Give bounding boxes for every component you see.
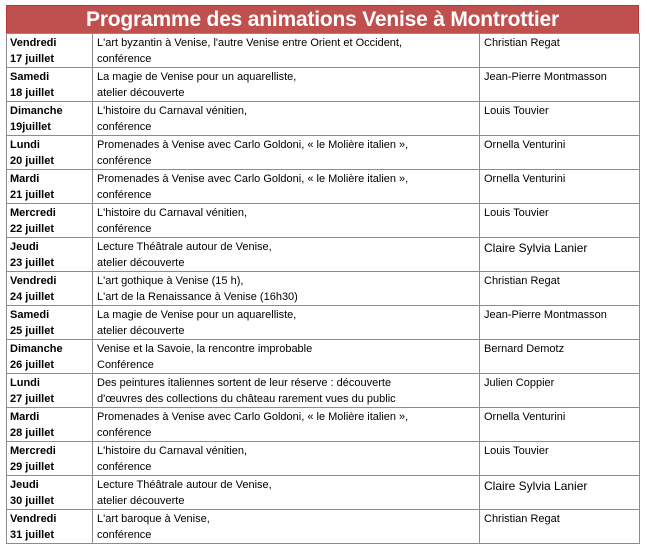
event-title: L'art gothique à Venise (15 h), <box>97 275 244 287</box>
event-title: Venise et la Savoie, la rencontre improbable <box>97 343 313 355</box>
event-type: atelier découverte <box>97 87 185 99</box>
event-title: L'histoire du Carnaval vénitien, <box>97 445 248 457</box>
event-cell <box>93 238 480 272</box>
day-label: Mercredi <box>10 445 56 457</box>
table-row <box>7 170 640 204</box>
speaker-name: Claire Sylvia Lanier <box>484 479 588 493</box>
date-cell <box>7 34 93 68</box>
table-row <box>7 102 640 136</box>
speaker-cell <box>480 204 640 238</box>
event-title: Promenades à Venise avec Carlo Goldoni, « le Molière italien », <box>97 139 409 151</box>
speaker-cell <box>480 102 640 136</box>
event-type: Conférence <box>97 359 154 371</box>
event-title: L'art baroque à Venise, <box>97 513 210 525</box>
event-type: conférence <box>97 427 152 439</box>
table-row <box>7 306 640 340</box>
event-title: Des peintures italiennes sortent de leur réserve : découverte <box>97 377 392 389</box>
date-cell <box>7 102 93 136</box>
event-title: La magie de Venise pour un aquarelliste, <box>97 309 297 321</box>
event-cell <box>93 510 480 544</box>
day-label: Samedi <box>10 309 50 321</box>
date-cell <box>7 510 93 544</box>
date-label: 24 juillet <box>10 291 55 303</box>
speaker-cell <box>480 68 640 102</box>
date-label: 17 juillet <box>10 53 55 65</box>
date-label: 18 juillet <box>10 87 55 99</box>
event-cell <box>93 476 480 510</box>
speaker-name: Christian Regat <box>484 275 560 287</box>
table-row <box>7 374 640 408</box>
date-cell <box>7 340 93 374</box>
speaker-name: Ornella Venturini <box>484 173 566 185</box>
speaker-name: Louis Touvier <box>484 105 549 117</box>
event-cell <box>93 34 480 68</box>
date-cell <box>7 238 93 272</box>
event-type: atelier découverte <box>97 257 185 269</box>
date-label: 23 juillet <box>10 257 55 269</box>
speaker-cell <box>480 476 640 510</box>
speaker-cell <box>480 374 640 408</box>
event-title: Lecture Théâtrale autour de Venise, <box>97 479 272 491</box>
speaker-cell <box>480 340 640 374</box>
event-type: conférence <box>97 53 152 65</box>
event-type: conférence <box>97 155 152 167</box>
event-cell <box>93 374 480 408</box>
event-type: conférence <box>97 461 152 473</box>
table-row <box>7 136 640 170</box>
table-row <box>7 442 640 476</box>
event-cell <box>93 442 480 476</box>
event-type: d'œuvres des collections du château rarement vues du public <box>97 393 396 405</box>
event-cell <box>93 136 480 170</box>
day-label: Mercredi <box>10 207 56 219</box>
date-label: 26 juillet <box>10 359 55 371</box>
table-row <box>7 476 640 510</box>
speaker-cell <box>480 442 640 476</box>
speaker-name: Jean-Pierre Montmasson <box>484 309 607 321</box>
table-row <box>7 408 640 442</box>
speaker-name: Louis Touvier <box>484 445 549 457</box>
table-row <box>7 238 640 272</box>
speaker-name: Bernard Demotz <box>484 343 565 355</box>
date-cell <box>7 374 93 408</box>
date-label: 27 juillet <box>10 393 55 405</box>
speaker-name: Ornella Venturini <box>484 139 566 151</box>
speaker-cell <box>480 408 640 442</box>
speaker-cell <box>480 170 640 204</box>
date-label: 20 juillet <box>10 155 55 167</box>
programme-document <box>6 5 639 544</box>
date-cell <box>7 408 93 442</box>
day-label: Mardi <box>10 411 40 423</box>
date-cell <box>7 476 93 510</box>
speaker-cell <box>480 306 640 340</box>
event-cell <box>93 272 480 306</box>
event-title: Lecture Théâtrale autour de Venise, <box>97 241 272 253</box>
event-cell <box>93 306 480 340</box>
speaker-name: Louis Touvier <box>484 207 549 219</box>
speaker-cell <box>480 238 640 272</box>
day-label: Lundi <box>10 377 40 389</box>
event-title: La magie de Venise pour un aquarelliste, <box>97 71 297 83</box>
speaker-name: Jean-Pierre Montmasson <box>484 71 607 83</box>
event-title: Promenades à Venise avec Carlo Goldoni, « le Molière italien », <box>97 173 409 185</box>
table-row <box>7 68 640 102</box>
event-title: L'histoire du Carnaval vénitien, <box>97 105 248 117</box>
event-cell <box>93 170 480 204</box>
day-label: Mardi <box>10 173 40 185</box>
day-label: Samedi <box>10 71 50 83</box>
date-label: 25 juillet <box>10 325 55 337</box>
date-cell <box>7 306 93 340</box>
speaker-name: Claire Sylvia Lanier <box>484 241 588 255</box>
event-cell <box>93 204 480 238</box>
table-row <box>7 340 640 374</box>
event-type: conférence <box>97 529 152 541</box>
speaker-cell <box>480 510 640 544</box>
event-cell <box>93 102 480 136</box>
date-cell <box>7 170 93 204</box>
date-label: 19juillet <box>10 121 51 133</box>
event-type: conférence <box>97 121 152 133</box>
page-title: Programme des animations Venise à Montrottier <box>6 5 639 33</box>
date-cell <box>7 272 93 306</box>
day-label: Dimanche <box>10 105 63 117</box>
speaker-cell <box>480 34 640 68</box>
date-label: 30 juillet <box>10 495 55 507</box>
date-label: 21 juillet <box>10 189 55 201</box>
table-row <box>7 34 640 68</box>
date-label: 31 juillet <box>10 529 55 541</box>
event-type: conférence <box>97 223 152 235</box>
speaker-name: Ornella Venturini <box>484 411 566 423</box>
event-title: L'art byzantin à Venise, l'autre Venise entre Orient et Occident, <box>97 37 403 49</box>
event-cell <box>93 68 480 102</box>
day-label: Vendredi <box>10 275 57 287</box>
table-row <box>7 510 640 544</box>
event-cell <box>93 340 480 374</box>
event-type: atelier découverte <box>97 325 185 337</box>
table-row <box>7 272 640 306</box>
speaker-name: Christian Regat <box>484 37 560 49</box>
event-cell <box>93 408 480 442</box>
date-label: 29 juillet <box>10 461 55 473</box>
event-title: L'histoire du Carnaval vénitien, <box>97 207 248 219</box>
date-cell <box>7 136 93 170</box>
day-label: Vendredi <box>10 513 57 525</box>
event-title: Promenades à Venise avec Carlo Goldoni, « le Molière italien », <box>97 411 409 423</box>
schedule-body <box>7 34 640 544</box>
event-type: L'art de la Renaissance à Venise (16h30) <box>97 291 298 303</box>
date-label: 28 juillet <box>10 427 55 439</box>
table-row <box>7 204 640 238</box>
day-label: Lundi <box>10 139 40 151</box>
date-cell <box>7 204 93 238</box>
day-label: Dimanche <box>10 343 63 355</box>
day-label: Jeudi <box>10 241 39 253</box>
event-type: atelier découverte <box>97 495 185 507</box>
speaker-cell <box>480 272 640 306</box>
date-label: 22 juillet <box>10 223 55 235</box>
day-label: Jeudi <box>10 479 39 491</box>
date-cell <box>7 442 93 476</box>
date-cell <box>7 68 93 102</box>
schedule-table <box>6 33 640 544</box>
speaker-cell <box>480 136 640 170</box>
speaker-name: Julien Coppier <box>484 377 555 389</box>
speaker-name: Christian Regat <box>484 513 560 525</box>
day-label: Vendredi <box>10 37 57 49</box>
event-type: conférence <box>97 189 152 201</box>
